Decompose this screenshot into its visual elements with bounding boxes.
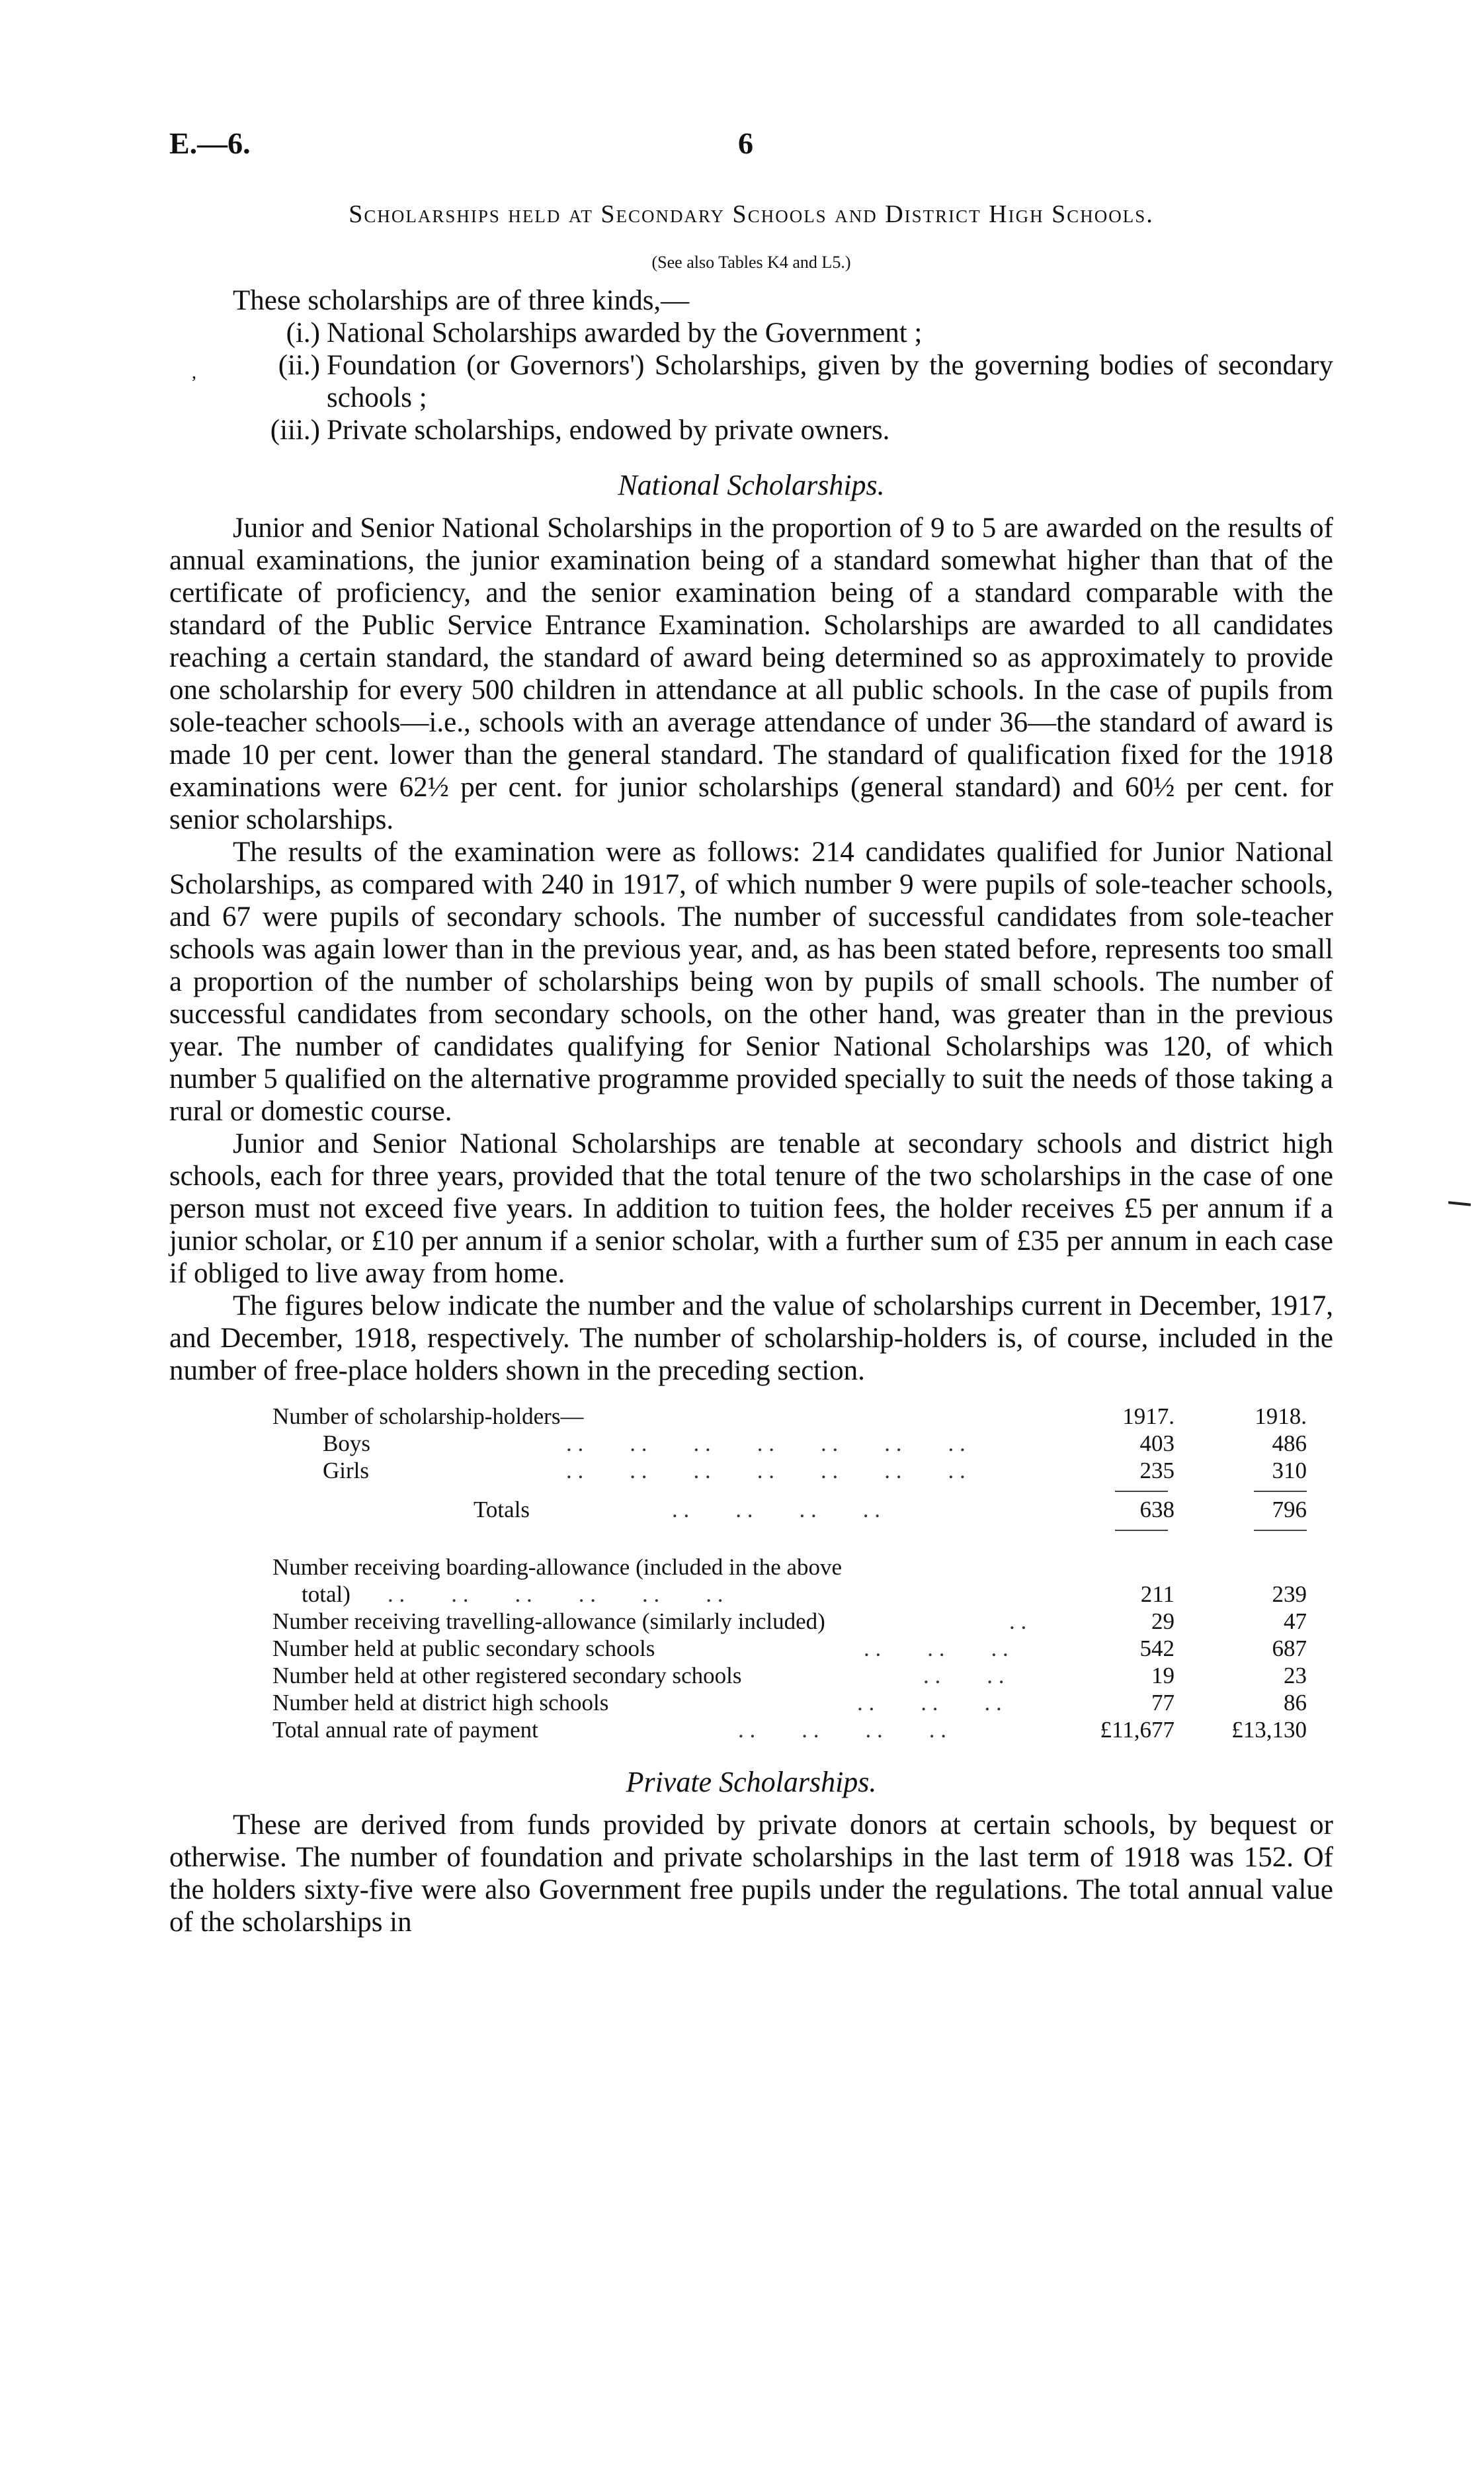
row-label: Number receiving travelling-allowance (similarly included) (272, 1608, 825, 1634)
leader-dots: . . . . . . . . . . . . . . (566, 1430, 966, 1456)
national-paragraph-3: Junior and Senior National Scholarships are tenable at secondary schools and district high schools, each for three years, provided that the total tenure of the two scholarships in the case of one person must not exceed five years. In addition to tuition fees, the holder receives £5 per annum if a junior scholar, or £10 per annum if a senior scholar, with a further sum of £35 per annum in each case if obliged to live away from home. (169, 1128, 1333, 1289)
value-1918: 486 (1272, 1430, 1307, 1456)
row-label: Number held at other registered secondary schools (272, 1663, 742, 1688)
row-label: Number held at district high schools (272, 1690, 609, 1716)
list-item (169, 349, 1333, 414)
leader-dots: . . (1009, 1608, 1027, 1634)
private-paragraph: These are derived from funds provided by private donors at certain schools, by bequest or otherwise. The number of foundation and private scholarships in the last term of 1918 was 152. Of the holders sixty-five were also Government free pupils under the regulations. The total annual value of the scholarships in (169, 1809, 1333, 1938)
list-item-number: (iii.) (270, 415, 320, 446)
sum-rule (1115, 1491, 1168, 1492)
table-row (169, 1716, 1333, 1743)
leader-dots: . . . . . . (857, 1690, 1002, 1716)
leader-dots: . . . . (923, 1663, 1005, 1688)
section-title: Scholarships held at Secondary Schools and District High Schools. (349, 200, 1154, 228)
table-row (169, 1553, 1333, 1581)
margin-mark: , (192, 362, 196, 383)
leader-dots: . . . . . . (864, 1635, 1009, 1661)
national-paragraph-2: The results of the examination were as follows: 214 candidates qualified for Junior National Scholarships, as compared with 240 in 1917, of which number 9 were pupils of sole-teacher schools, and 67 were pupils of secondary schools. The number of successful candidates from sole-teacher schools was again lower than in the previous year, and, as has been stated before, represents too small a proportion of the number of scholarships being won by pupils of small schools. The number of successful candidates from secondary schools, on the other hand, was greater than in the previous year. The number of candidates qualifying for Senior National Scholarships was 120, of which number 5 qualified on the alternative programme provided specially to suit the needs of those taking a rural or domestic course. (169, 837, 1333, 1127)
table-row (169, 1457, 1333, 1484)
total-rule (1254, 1530, 1307, 1531)
value-1917: 403 (1139, 1430, 1175, 1456)
value-1918: 687 (1272, 1635, 1307, 1661)
table-row (169, 1662, 1333, 1689)
value-1917: £11,677 (1100, 1717, 1175, 1743)
table-row (169, 1496, 1333, 1523)
sum-rule (1254, 1491, 1307, 1492)
leader-dots: . . . . . . . . (672, 1497, 880, 1522)
list-item-text: National Scholarships awarded by the Government ; (327, 317, 923, 349)
list-item (169, 317, 1333, 349)
value-1917: 19 (1151, 1663, 1175, 1688)
column-header-1918: 1918. (1255, 1403, 1307, 1429)
value-1917: 77 (1151, 1690, 1175, 1716)
row-label: Number held at public secondary schools (272, 1635, 655, 1661)
body-text (169, 284, 1333, 1938)
table-reference-note: (See also Tables K4 and L5.) (651, 253, 851, 272)
table-row (169, 1635, 1333, 1662)
scholarship-statistics-table (169, 1403, 1333, 1743)
table-row (169, 1608, 1333, 1635)
list-item-text: Foundation (or Governors') Scholarships, given by the governing bodies of secondary schools ; (327, 350, 1333, 413)
value-1918: 23 (1284, 1663, 1307, 1688)
table-rule-row (169, 1484, 1333, 1496)
national-scholarships-heading: National Scholarships. (618, 469, 885, 501)
row-label: Number receiving boarding-allowance (included in the above (272, 1554, 843, 1580)
list-item-text: Private scholarships, endowed by private owners. (327, 415, 890, 446)
row-label: Girls (323, 1458, 369, 1483)
table-row (169, 1689, 1333, 1716)
intro-paragraph: These scholarships are of three kinds,— (233, 285, 690, 316)
row-label: Total annual rate of payment (272, 1717, 538, 1743)
page-header (169, 126, 1333, 172)
row-label: Boys (323, 1430, 370, 1456)
value-1918: £13,130 (1231, 1717, 1307, 1743)
row-label: Number of scholarship-holders— (272, 1403, 584, 1429)
value-1918: 47 (1284, 1608, 1307, 1634)
value-1917: 638 (1139, 1497, 1175, 1522)
column-header-1917: 1917. (1122, 1403, 1175, 1429)
value-1918: 86 (1284, 1690, 1307, 1716)
margin-dash (1448, 1201, 1471, 1206)
leader-dots: . . . . . . . . . . . . . . (566, 1458, 966, 1483)
leader-dots: . . . . . . . . . . . . (388, 1581, 723, 1607)
table-row (169, 1403, 1333, 1430)
list-item-number: (ii.) (278, 350, 320, 381)
list-item-number: (i.) (286, 317, 320, 349)
value-1917: 235 (1139, 1458, 1175, 1483)
national-paragraph-1: Junior and Senior National Scholarships in the proportion of 9 to 5 are awarded on the results of annual examinations, the junior examination being of a standard somewhat higher than that of the certificate of proficiency, and the senior examination being of a standard comparable with the standard of the Public Service Entrance Examination. Scholarships are awarded to all candidates reaching a certain standard, the standard of award being determined so as approximately to provide one scholarship for every 500 children in attendance at all public schools. In the case of pupils from sole-teacher schools—i.e., schools with an average attendance of under 36—the standard of award is made 10 per cent. lower than the general standard. The standard of qualification fixed for the 1918 examinations were 62½ per cent. for junior scholarships (general standard) and 60½ per cent. for senior scholarships. (169, 513, 1333, 835)
report-reference: E.—6. (169, 126, 251, 160)
table-row (169, 1430, 1333, 1457)
row-label: total) (302, 1581, 350, 1607)
value-1918: 310 (1272, 1458, 1307, 1483)
list-item (169, 414, 1333, 446)
value-1918: 796 (1272, 1497, 1307, 1522)
scholarship-kinds-list (169, 317, 1333, 446)
table-row (169, 1581, 1333, 1608)
value-1917: 29 (1151, 1608, 1175, 1634)
total-rule (1115, 1530, 1168, 1531)
private-scholarships-heading: Private Scholarships. (626, 1766, 877, 1798)
value-1918: 239 (1272, 1581, 1307, 1607)
row-label: Totals (474, 1497, 530, 1522)
table-rule-row (169, 1523, 1333, 1535)
value-1917: 542 (1139, 1635, 1175, 1661)
national-paragraph-4: The figures below indicate the number and the value of scholarships current in December, 1917, and December, 1918, respectively. The number of scholarship-holders is, of course, included in the number of free-place holders shown in the preceding section. (169, 1290, 1333, 1386)
table-spacer (169, 1535, 1333, 1553)
leader-dots: . . . . . . . . (738, 1717, 946, 1743)
page-number: 6 (738, 126, 753, 160)
value-1917: 211 (1140, 1581, 1175, 1607)
